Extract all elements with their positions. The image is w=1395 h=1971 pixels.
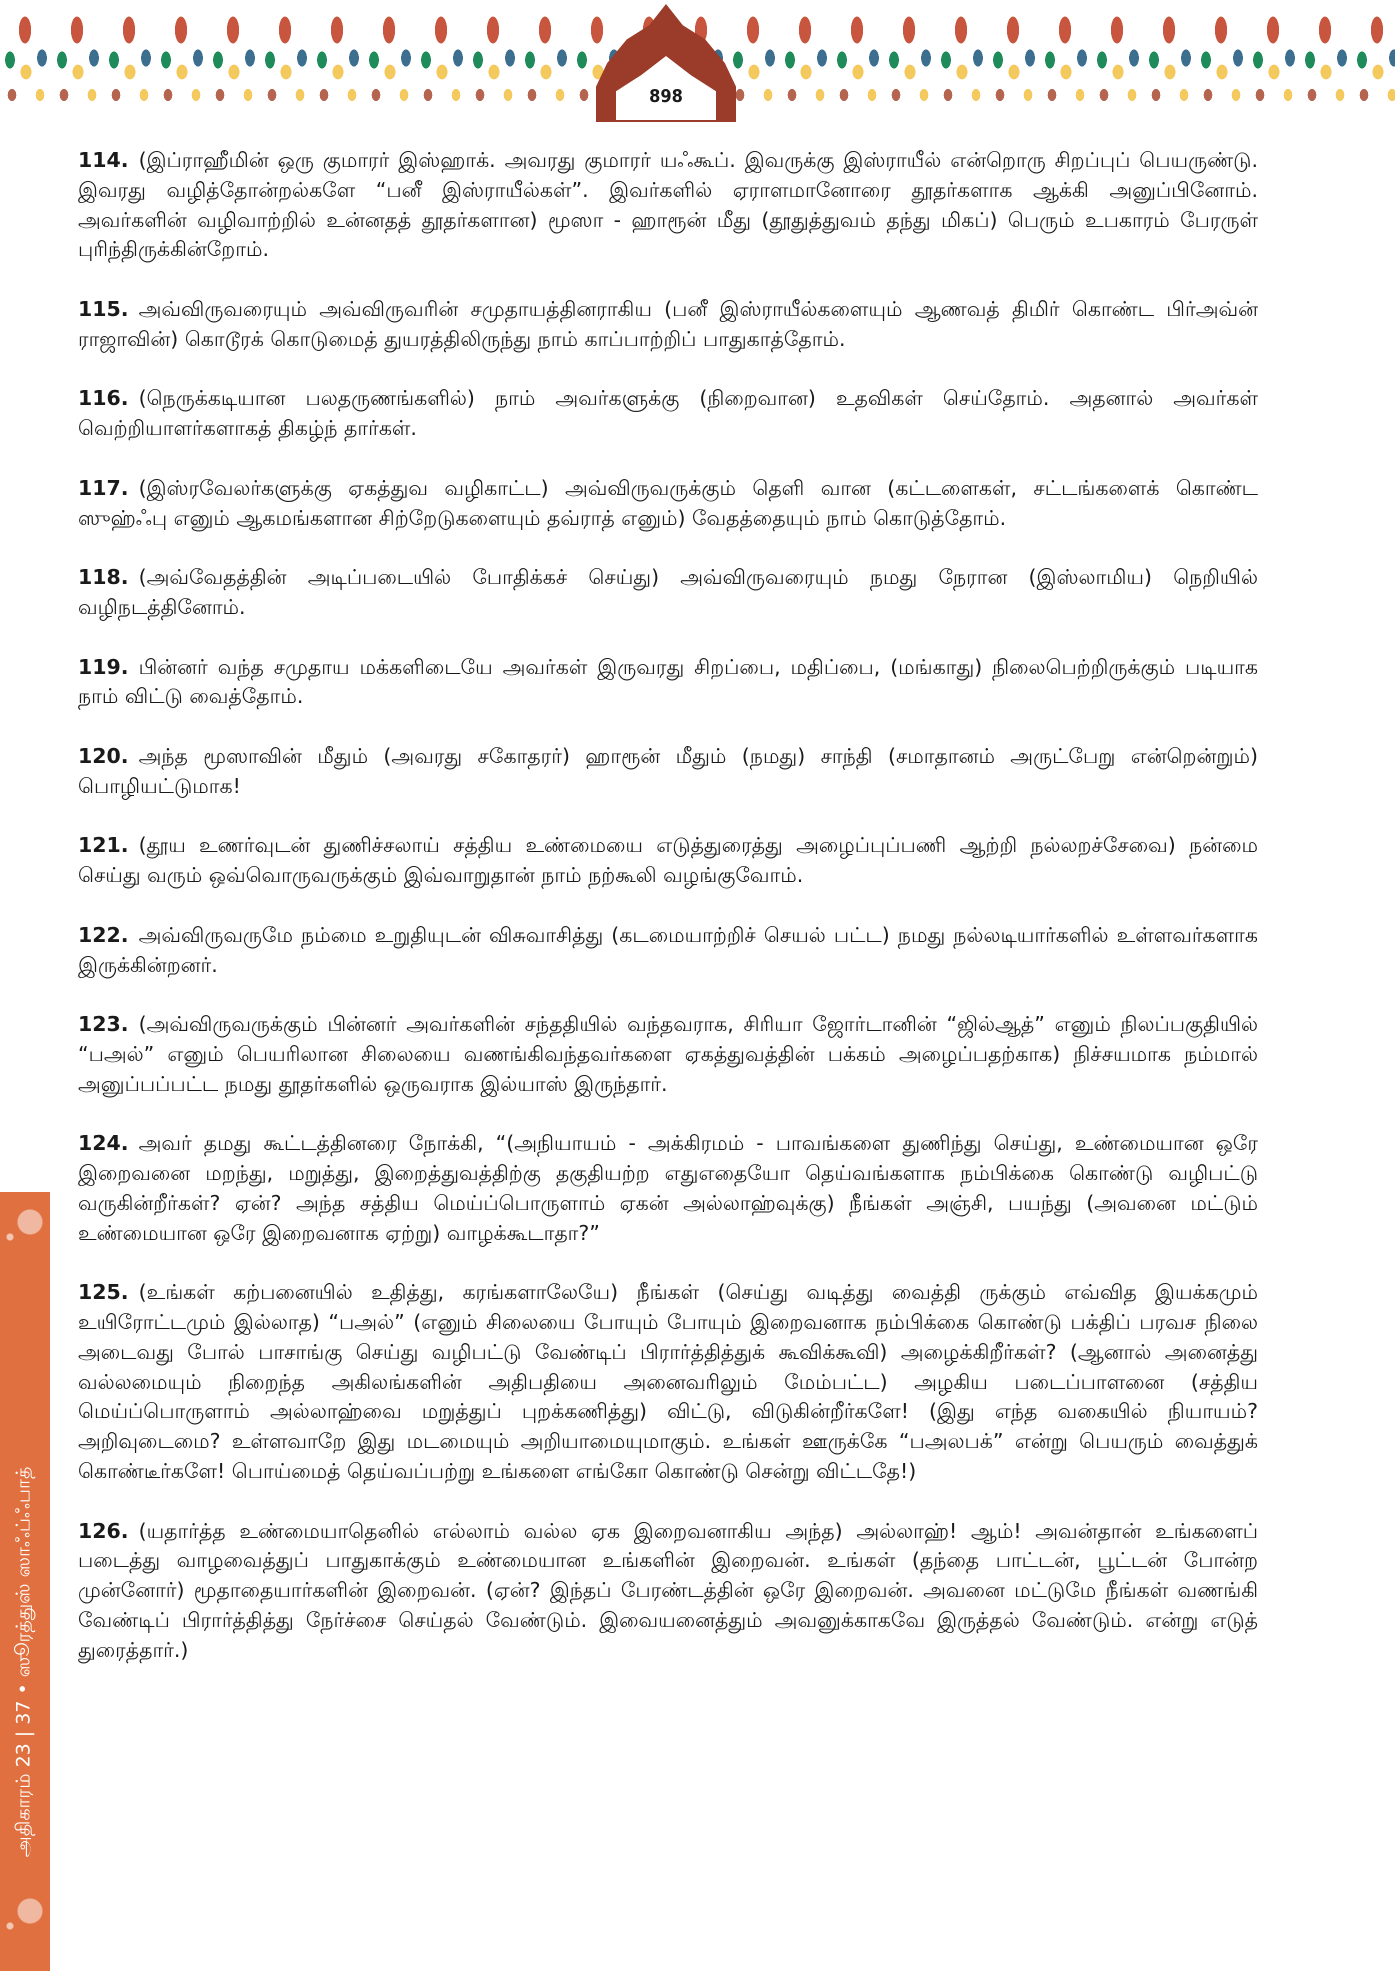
verse-paragraph: [78, 563, 1258, 623]
verse-text: (இப்ராஹீமின் ஒரு குமாரர் இஸ்ஹாக். அவரது குமாரர் யஃகூப். இவருக்கு இஸ்ராயீல் என்றொரு சிறப்புப் பெயருண்டு. இவரது வழித்தோன்றல்களே “பனீ இஸ்ராயீல்கள்”. இவர்களில் ஏராளமானோரை தூதர்களாக ஆக்கி அனுப்பினோம். அவர்களின் வழிவாற்றில் உன்னதத் தூதர்களான) மூஸா - ஹாரூன் மீது (தூதுத்துவம் தந்து மிகப்) பெரும் உபகாரம் பேரருள் புரிந்திருக்கின்றோம்.: [78, 148, 1258, 262]
verse-text: அவர் தமது கூட்டத்தினரை நோக்கி, “(அநியாயம் - அக்கிரமம் - பாவங்களை துணிந்து செய்து, உண்மையான ஒரே இறைவனை மறந்து, மறுத்து, இறைத்துவத்திற்கு தகுதியற்ற எதுஎதையோ தெய்வங்களாக நம்பிக்கை கொண்டு வழிபட்டு வருகின்றீர்கள்? ஏன்? அந்த சத்திய மெய்ப்பொருளாம் ஏகன் அல்லாஹ்வுக்கு) நீங்கள் அஞ்சி, பயந்து (அவனை மட்டும் உண்மையான ஒரே இறைவனாக ஏற்று) வாழக்கூடாதா?”: [78, 1131, 1258, 1245]
verse-text: பின்னர் வந்த சமுதாய மக்களிடையே அவர்கள் இருவரது சிறப்பை, மதிப்பை, (மங்காது) நிலைபெற்றிருக்கும் படியாக நாம் விட்டு வைத்தோம்.: [78, 654, 1258, 709]
side-ornament-icon: [0, 1881, 50, 1971]
verse-list: [78, 146, 1258, 1695]
verse-text: (அவ்வேதத்தின் அடிப்படையில் போதிக்கச் செய்து) அவ்விருவரையும் நமது நேரான (இஸ்லாமிய) நெறியில் வழிநடத்தினோம்.: [78, 565, 1258, 619]
verse-text: (உங்கள் கற்பனையில் உதித்து, கரங்களாலேயே) நீங்கள் (செய்து வடித்து வைத்தி ருக்கும் எவ்வித இயக்கமும் உயிரோட்டமும் இல்லாத) “பஅல்” (எனும் சிலையை போயும் போயும் இறைவனாக நம்பிக்கை கொண்டு பக்திப் பரவச நிலை அடைவது போல் பாசாங்கு செய்து வழிபட்டு வேண்டிப் பிரார்த்தித்துக் கூவிக்கூவி) அழைக்கிறீர்கள்? (ஆனால் அனைத்து வல்லமையும் நிறைந்த அகிலங்களின் அதிபதியை அனைவரிலும் மேம்பட்ட) அழகிய படைப்பாளனை (சத்திய மெய்ப்பொருளாம் அல்லாஹ்வை மறுத்துப் புறக்கணித்து) விட்டு, விடுகின்றீர்களே! (இது எந்த வகையில் நியாயம்? அறிவுடைமை? உள்ளவாறே இது மடமையும் அறியாமையுமாகும். உங்கள் ஊருக்கே “பஅலபக்” என்று பெயரும் வைத்துக் கொண்டீர்களே! பொய்மைத் தெய்வப்பற்று உங்களை எங்கோ கொண்டு சென்று விட்டதே!): [78, 1280, 1258, 1484]
verse-paragraph: [78, 831, 1258, 891]
verse-paragraph: [78, 295, 1258, 355]
verse-number: 118.: [78, 565, 129, 590]
verse-number: 123.: [78, 1012, 129, 1037]
verse-text: (அவ்விருவருக்கும் பின்னர் அவர்களின் சந்ததியில் வந்தவராக, சிரியா ஜோர்டானின் “ஜில்ஆத்” எனும் நிலப்பகுதியில் “பஅல்” எனும் பெயரிலான சிலையை வணங்கிவந்தவர்களை ஏகத்துவத்தின் பக்கம் அழைப்பதற்காக) நிச்சயமாக நம்மால் அனுப்பப்பட்ட நமது தூதர்களில் ஒருவராக இல்யாஸ் இருந்தார்.: [78, 1012, 1258, 1096]
page-number: 898: [649, 86, 683, 107]
verse-number: 116.: [78, 386, 129, 411]
verse-paragraph: [78, 146, 1258, 265]
running-title: அதிகாரம் 23 | 37 • ஸூரத்துஸ் ஸாஃப்ஃபாத்: [12, 1466, 35, 1858]
verse-number: 121.: [78, 833, 129, 858]
verse-paragraph: [78, 1010, 1258, 1099]
verse-paragraph: [78, 384, 1258, 444]
verse-number: 126.: [78, 1518, 129, 1543]
verse-number: 125.: [78, 1280, 129, 1305]
verse-number: 122.: [78, 922, 129, 947]
verse-text: (தூய உணர்வுடன் துணிச்சலாய் சத்திய உண்மையை எடுத்துரைத்து அழைப்புப்பணி ஆற்றி நல்லறச்சேவை) நன்மை செய்து வரும் ஒவ்வொருவருக்கும் இவ்வாறுதான் நாம் நற்கூலி வழங்குவோம்.: [78, 833, 1258, 888]
chapter-side-tab: [0, 1192, 50, 1971]
verse-paragraph: [78, 1517, 1258, 1666]
verse-number: 120.: [78, 743, 129, 768]
verse-number: 115.: [78, 296, 129, 321]
verse-paragraph: [78, 742, 1258, 802]
verse-paragraph: [78, 474, 1258, 534]
verse-paragraph: [78, 1129, 1258, 1248]
verse-text: அவ்விருவருமே நம்மை உறுதியுடன் விசுவாசித்து (கடமையாற்றிச் செயல் பட்ட) நமது நல்லடியார்களில் உள்ளவர்களாக இருக்கின்றனர்.: [78, 922, 1258, 977]
verse-paragraph: [78, 653, 1258, 713]
verse-text: (யதார்த்த உண்மையாதெனில் எல்லாம் வல்ல ஏக இறைவனாகிய அந்த) அல்லாஹ்! ஆம்! அவன்தான் உங்களைப் படைத்து வாழவைத்துப் பாதுகாக்கும் உண்மையான உங்களின் இறைவன். உங்கள் (தந்தை பாட்டன், பூட்டன் போன்ற முன்னோர்) மூதாதையார்களின் இறைவன். (ஏன்? இந்தப் பேரண்டத்தின் ஒரே இறைவன். அவனை மட்டுமே நீங்கள் வணங்கி வேண்டிப் பிரார்த்தித்து நேர்ச்சை செய்தல் வேண்டும். இவையனைத்தும் அவனுக்காகவே இருத்தல் வேண்டும். என்று எடுத் துரைத்தார்.): [78, 1518, 1258, 1662]
verse-number: 117.: [78, 475, 129, 500]
verse-number: 114.: [78, 148, 129, 172]
verse-text: (இஸ்ரவேலர்களுக்கு ஏகத்துவ வழிகாட்ட) அவ்விருவருக்கும் தெளி வான (கட்டளைகள், சட்டங்களைக் கொண்ட ஸுஹ்ஃபு எனும் ஆகமங்களான சிற்றேடுகளையும் தவ்ராத் எனும்) வேதத்தையும் நாம் கொடுத்தோம்.: [78, 475, 1258, 530]
verse-text: (நெருக்கடியான பலதருணங்களில்) நாம் அவர்களுக்கு (நிறைவான) உதவிகள் செய்தோம். அதனால் அவர்கள் வெற்றியாளர்களாகத் திகழ்ந் தார்கள்.: [78, 386, 1258, 441]
verse-text: அந்த மூஸாவின் மீதும் (அவரது சகோதரர்) ஹாரூன் மீதும் (நமது) சாந்தி (சமாதானம் அருட்பேறு என்றென்றும்) பொழியட்டுமாக!: [78, 743, 1258, 798]
verse-paragraph: [78, 1278, 1258, 1487]
verse-text: அவ்விருவரையும் அவ்விருவரின் சமுதாயத்தினராகிய (பனீ இஸ்ராயீல்களையும் ஆணவத் திமிர் கொண்ட பிர்அவ்ன் ராஜாவின்) கொடூரக் கொடுமைத் துயரத்திலிருந்து நாம் காப்பாற்றிப் பாதுகாத்தோம்.: [78, 296, 1258, 351]
verse-number: 119.: [78, 654, 129, 679]
verse-number: 124.: [78, 1131, 129, 1156]
verse-paragraph: [78, 921, 1258, 981]
side-ornament-icon: [0, 1192, 50, 1282]
